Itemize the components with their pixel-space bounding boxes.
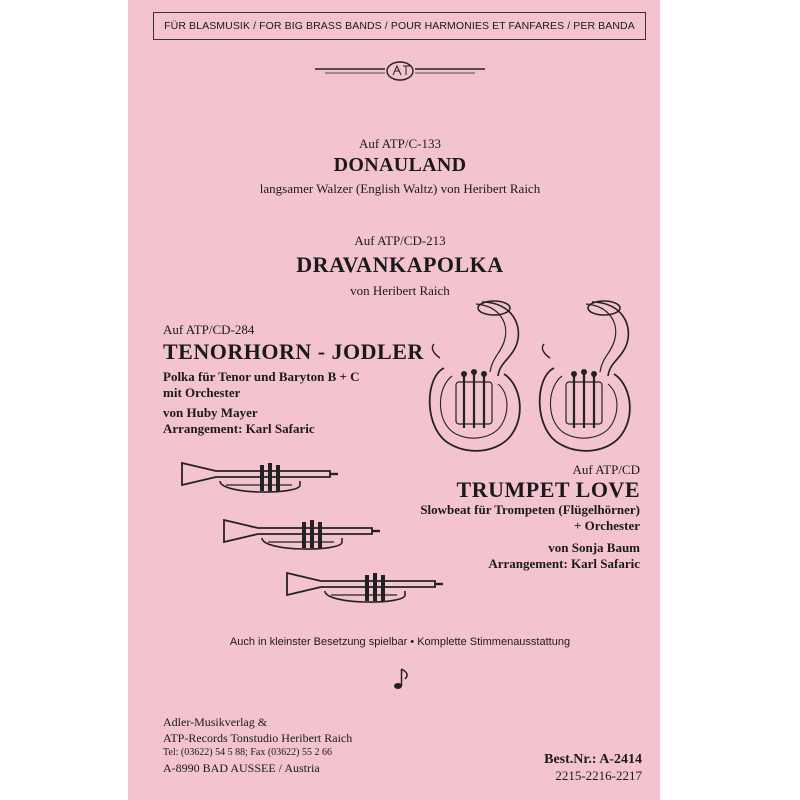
piece-3-line: mit Orchester — [163, 385, 241, 400]
instrumentation-note: Auch in kleinster Besetzung spielbar • Komplette Stimmenausstattung — [229, 636, 571, 648]
publisher-line: ATP-Records Tonstudio Heribert Raich — [163, 731, 353, 745]
publisher-contact: Tel: (03622) 54 5 88; Fax (03622) 55 2 66 — [163, 747, 333, 758]
publisher-block — [163, 714, 463, 776]
piece-4-release: Auf ATP/CD — [572, 462, 640, 477]
piece-1-description: langsamer Walzer (English Waltz) von Heribert Raich — [259, 181, 541, 196]
piece-3-release: Auf ATP/CD-284 — [163, 322, 255, 337]
trumpet-icon — [285, 565, 445, 615]
piece-4-line: Slowbeat für Trompeten (Flügelhörner) — [420, 502, 640, 517]
tenorhorn-icon — [530, 298, 640, 458]
piece-1-title: DONAULAND — [333, 154, 467, 176]
piece-1-release: Auf ATP/C-133 — [359, 136, 441, 151]
publisher-line: Adler-Musikverlag & — [163, 715, 268, 729]
trumpet-icon — [180, 455, 340, 505]
piece-2-title: DRAVANKAPOLKA — [296, 252, 504, 277]
order-block — [480, 752, 642, 784]
piece-3-arranger: Arrangement: Karl Safaric — [163, 421, 315, 436]
tenorhorn-icon — [420, 298, 530, 458]
piece-4-line: + Orchester — [573, 518, 640, 533]
header-banner — [153, 12, 646, 40]
trumpet-icon — [222, 512, 382, 562]
order-number: Best.Nr.: A-2414 — [544, 752, 642, 767]
piece-2-release: Auf ATP/CD-213 — [354, 233, 446, 248]
publisher-address: A-8990 BAD AUSSEE / Austria — [163, 761, 320, 775]
piece-3-title: TENORHORN - JODLER — [163, 339, 424, 364]
atp-emblem-icon — [315, 60, 485, 84]
piece-3-details — [163, 369, 433, 437]
music-note-icon — [393, 667, 411, 691]
header-banner-text: FÜR BLASMUSIK / FOR BIG BRASS BANDS / POUR HARMONIES ET FANFARES / PER BANDA — [164, 20, 635, 32]
piece-4-arranger: Arrangement: Karl Safaric — [488, 556, 640, 571]
piece-3-line: Polka für Tenor und Baryton B + C — [163, 369, 360, 384]
piece-4-title: TRUMPET LOVE — [456, 477, 640, 502]
piece-3-composer: von Huby Mayer — [163, 405, 258, 420]
piece-4-composer: von Sonja Baum — [548, 540, 640, 555]
piece-2-description: von Heribert Raich — [350, 283, 450, 298]
order-parts: 2215-2216-2217 — [555, 768, 642, 783]
piece-4-block — [380, 462, 640, 572]
